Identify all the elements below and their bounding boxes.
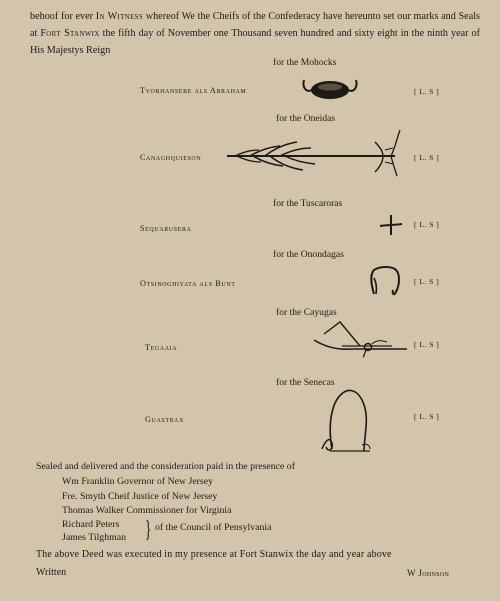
intro-text-1: behoof for ever xyxy=(30,11,94,22)
witness-line: Richard Peters xyxy=(62,519,120,530)
nation-label-senecas: for the Senecas xyxy=(276,377,335,388)
witness-line: James Tilghman xyxy=(62,532,126,543)
seal-oneidas: [ L. S ] xyxy=(414,153,440,162)
signer-name-oneidas: Canaghquieson xyxy=(140,153,202,162)
deed-intro-paragraph xyxy=(30,8,480,59)
council-label: of the Council of Pensylvania xyxy=(155,522,272,533)
cross-mark-icon xyxy=(378,213,404,237)
closing-written: Written xyxy=(36,567,67,578)
witness-line: Thomas Walker Commissioner for Virginia xyxy=(62,505,232,516)
hook-mark-icon xyxy=(366,264,406,296)
pipe-mark-icon xyxy=(312,318,412,358)
witness-line: Fre. Smyth Cheif Justice of New Jersey xyxy=(62,491,218,502)
witness-line: Wm Franklin Governor of New Jersey xyxy=(62,476,213,487)
signer-name-mohocks: Tyorhansere als Abraham xyxy=(140,86,247,95)
signer-name-tuscaroras: Sequarusera xyxy=(140,224,192,233)
arch-mark-icon xyxy=(318,387,378,457)
intro-text-3: the fifth day of November one Thousand seven hundred and sixty eight in the ninth year of His Majestys Reign xyxy=(30,28,480,56)
nation-label-oneidas: for the Oneidas xyxy=(276,113,336,124)
signer-name-cayugas: Tegaaia xyxy=(145,343,178,352)
signer-name-onondagas: Otsinoghiyata als Bunt xyxy=(140,279,236,288)
seal-mohocks: [ L. S ] xyxy=(414,87,440,96)
intro-fort-stanwix: Fort Stanwix xyxy=(40,28,100,39)
seal-tuscaroras: [ L. S ] xyxy=(414,220,440,229)
johnson-signature: W Johnson xyxy=(407,568,450,578)
nation-label-tuscaroras: for the Tuscaroras xyxy=(273,198,343,209)
seal-onondagas: [ L. S ] xyxy=(414,277,440,286)
closing-line: The above Deed was executed in my presence at Fort Stanwix the day and year above xyxy=(36,549,392,560)
intro-text-2: whereof We the Cheifs of the Confederacy have hereunto set our marks and Seals at xyxy=(30,11,481,39)
seal-cayugas: [ L. S ] xyxy=(414,340,440,349)
seal-senecas: [ L. S ] xyxy=(414,412,440,421)
intro-in-witness: In Witness xyxy=(95,11,144,22)
signer-name-senecas: Guastrax xyxy=(145,415,185,424)
nation-label-onondagas: for the Onondagas xyxy=(273,249,344,260)
nation-label-cayugas: for the Cayugas xyxy=(276,307,337,318)
horned-head-mark-icon xyxy=(300,74,360,104)
witness-intro-line: Sealed and delivered and the consideration paid in the presence of xyxy=(36,461,295,472)
tree-branch-mark-icon xyxy=(225,128,405,178)
nation-label-mohocks: for the Mohocks xyxy=(273,57,337,68)
brace-icon: } xyxy=(145,517,152,543)
